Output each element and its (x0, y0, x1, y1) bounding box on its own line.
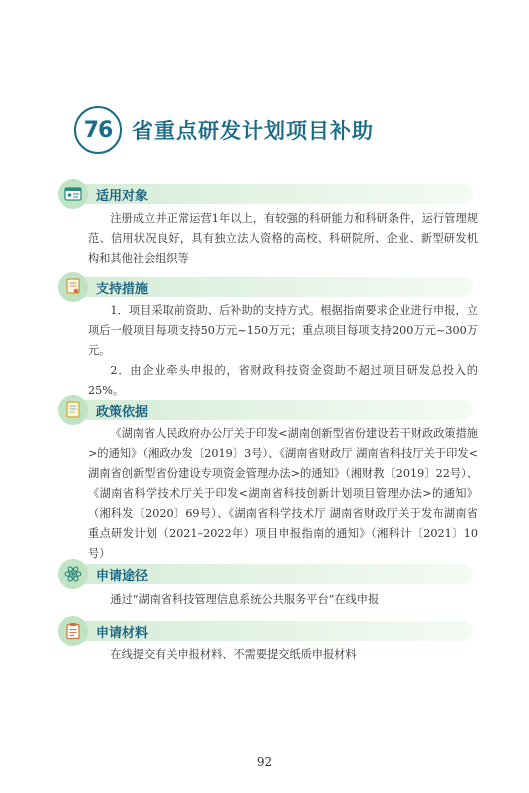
section-label: 支持措施 (96, 282, 149, 297)
section-body-applicable (88, 209, 478, 269)
document-icon (58, 395, 88, 425)
page-title: 省重点研发计划项目补助 (132, 119, 374, 143)
paragraph: 在线提交有关申报材料、不需要提交纸质申报材料 (110, 648, 357, 661)
page-number: 92 (256, 755, 273, 769)
paragraph: 注册成立并正常运营1年以上，有较强的科研能力和科研条件，运行管理规范、信用状况良好，具有独立法人资格的高校、科研院所、企业、新型研发机构和其他社会组织等 (88, 212, 478, 265)
paragraph: 1．项目采取前资助、后补助的支持方式。根据指南要求企业进行申报，立项后一般项目每项支持50万元~150万元；重点项目每项支持200万元~300万元。 (88, 304, 478, 357)
section-body-channel (88, 590, 478, 610)
section-body-policy (88, 424, 478, 564)
section-header-materials (58, 620, 473, 642)
certificate-icon (58, 272, 88, 302)
paragraph: 通过“湖南省科技管理信息系统公共服务平台”在线申报 (110, 593, 380, 606)
section-body-support (88, 301, 478, 401)
item-number-badge: 76 (74, 106, 122, 154)
section-header-applicable (58, 183, 473, 205)
section-label: 申请材料 (96, 626, 149, 641)
section-label: 政策依据 (96, 405, 149, 420)
atom-icon (58, 559, 88, 589)
paragraph: 2．由企业牵头申报的，省财政科技资金资助不超过项目研发总投入的25%。 (88, 364, 478, 397)
page-header (74, 105, 374, 155)
section-header-support (58, 276, 473, 298)
section-body-materials (88, 645, 478, 665)
id-card-icon (58, 179, 88, 209)
section-label: 申请途径 (96, 569, 149, 584)
clipboard-icon (58, 616, 88, 646)
section-header-policy (58, 399, 473, 421)
paragraph: 《湖南省人民政府办公厅关于印发<湖南创新型省份建设若干财政政策措施>的通知》（湘政办发〔2019〕3号）、《湖南省财政厅 湖南省科技厅关于印发<湖南省创新型省份建设专项资金管理办法>的通知》（湘财教〔2019〕22号）、《湖南省科学技术厅关于印发<湖南省科技创新计划项目管理办法>的通知》（湘科发〔2020〕69号）、《湖南省科学技术厅 湖南省财政厅关于发布湖南省重点研发计划（2021–2022年）项目申报指南的通知》（湘科计〔2021〕10号） (88, 427, 478, 560)
section-header-channel (58, 563, 473, 585)
section-label: 适用对象 (96, 189, 149, 204)
